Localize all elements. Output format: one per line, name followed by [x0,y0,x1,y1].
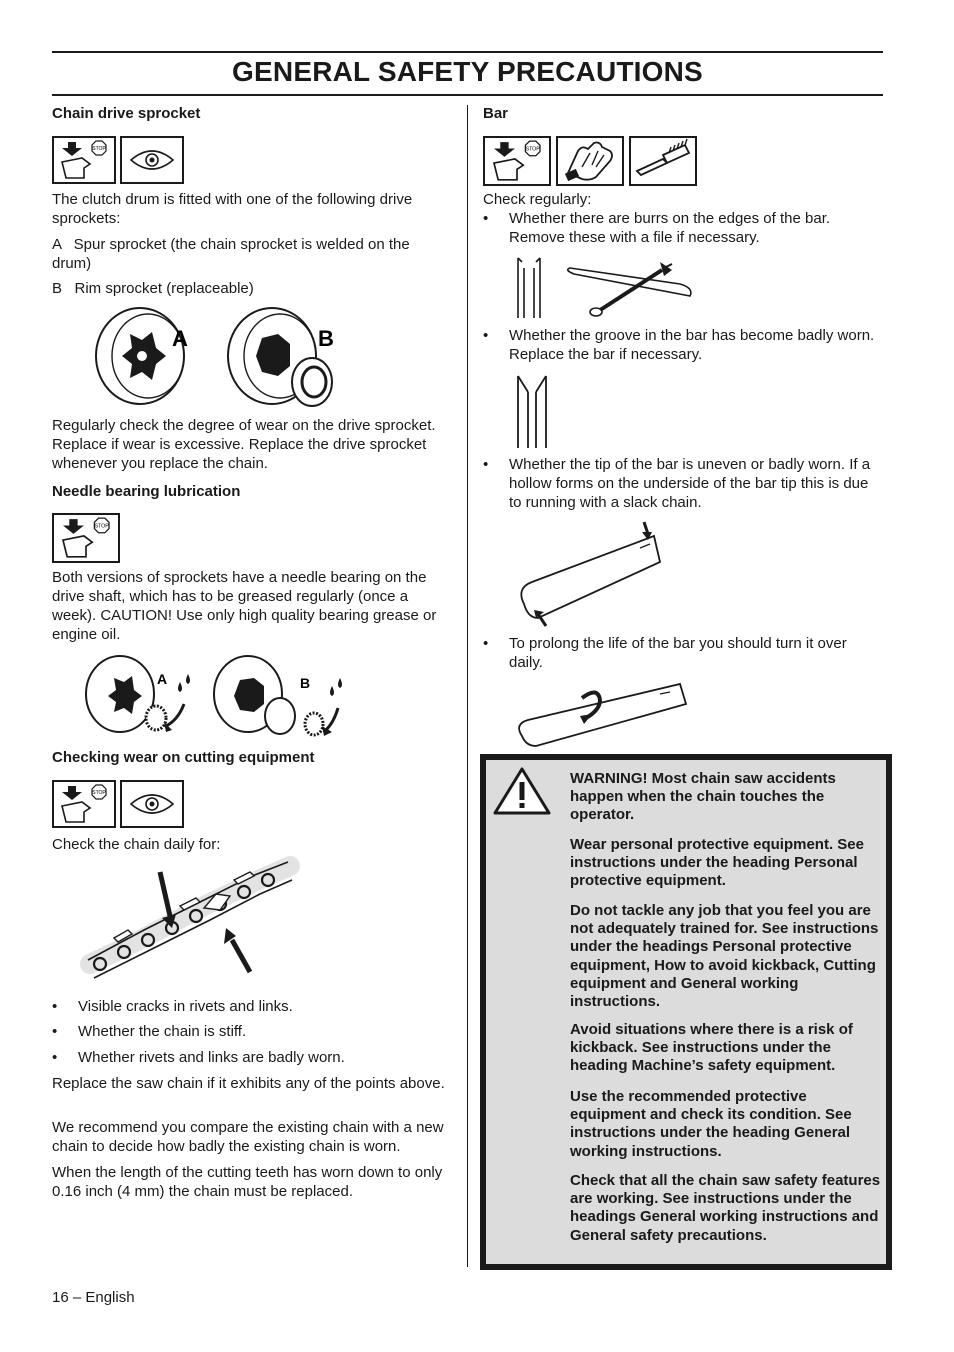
wear-bullet: Visible cracks in rivets and links. [78,998,293,1015]
compare-text: We recommend you compare the existing chain with a new chain to decide how badly the existing chain is worn. [52,1119,444,1155]
needle-sprocket-a-drawing [86,656,166,732]
title-rule-bottom [52,94,883,96]
wear-heading: Checking wear on cutting equipment [52,749,315,766]
sprocket-a-text: A Spur sprocket (the chain sprocket is welded on the drum) [52,236,414,272]
bar-bullet: Whether the tip of the bar is uneven or badly worn. If a hollow forms on the underside of the bar tip this is due to running with a slack chain. [509,456,871,511]
bar-heading: Bar [483,105,509,122]
eye-inspect-symbol [120,136,184,184]
bar-tip-illustration [514,518,674,628]
sprocket-illustration [82,304,382,408]
bar-bullet-mark: • [483,456,489,473]
spur-sprocket-drawing [96,308,184,404]
warning-paragraph: Do not tackle any job that you feel you are not adequately trained for. See instructions under the headings Personal protective equipment, How to avoid kickback, Cutting equipment and General working instructions. [570,902,879,1011]
warning-paragraph: Use the recommended protective equipment and check its condition. See instructions under the heading General working instructions. [570,1088,852,1160]
wear-symbols [52,780,184,828]
wear-bullet: Whether the chain is stiff. [78,1023,247,1040]
bar-groove-illustration [514,372,554,452]
bar-burrs-illustration [514,254,704,320]
saw-chain-illustration [84,860,304,990]
sprocket-heading: Chain drive sprocket [52,105,201,122]
bar-bullet-mark: • [483,327,489,344]
bar-bullet: Whether the groove in the bar has become badly worn. Replace the bar if necessary. [509,327,875,363]
page-footer: 16 – English [52,1289,135,1306]
sprocket-check-text: Regularly check the degree of wear on the drive sprocket. Replace if wear is excessive. Replace the drive sprocket whenever you replace the chain. [52,417,436,472]
wear-intro: Check the chain daily for: [52,836,221,853]
bar-turn-illustration [514,680,694,750]
bar-bullet-mark: • [483,210,489,227]
needle-label-a: A [157,671,168,687]
stop-sign-text: STOP [92,790,106,796]
sprocket-label-a: A [172,326,188,351]
rim-sprocket-drawing [228,308,332,406]
stop-sign-text: STOP [525,146,540,153]
warning-paragraph: Check that all the chain saw safety features are working. See instructions under the headings General working instructions and General safety precautions. [570,1172,881,1244]
title-rule-top [52,51,883,53]
stop-sign-text: STOP [94,523,109,530]
wear-bullet-mark: • [52,1049,58,1066]
replace-text: Replace the saw chain if it exhibits any of the points above. [52,1075,445,1092]
warning-paragraph: Avoid situations where there is a risk of kickback. See instructions under the heading Machine’s safety equipment. [570,1021,853,1075]
stop-engine-symbol [52,513,120,563]
bar-bullet-mark: • [483,635,489,652]
warning-paragraph: Wear personal protective equipment. See instructions under the heading Personal protective equipment. [570,836,864,890]
stop-engine-symbol [52,780,116,828]
needle-symbols [52,513,120,563]
wear-bullet-mark: • [52,998,58,1015]
stop-engine-symbol [483,136,551,186]
needle-label-b: B [300,675,311,691]
column-divider [467,105,468,1267]
bar-symbols [483,136,697,186]
grease-drops-b-icon [322,678,342,736]
sprocket-symbols [52,136,184,184]
stop-sign-text: STOP [92,146,106,152]
warning-triangle-icon [492,766,552,816]
wear-bullet: Whether rivets and links are badly worn. [78,1049,345,1066]
stop-engine-symbol [52,136,116,184]
needle-heading: Needle bearing lubrication [52,483,241,500]
sprocket-b-text: B Rim sprocket (replaceable) [52,280,254,297]
needle-text: Both versions of sprockets have a needle bearing on the drive shaft, which has to be greased regularly (once a week). CAUTION! Use only high quality bearing grease or engine oil. [52,569,437,643]
wear-bullet-mark: • [52,1023,58,1040]
sprocket-intro: The clutch drum is fitted with one of the following drive sprockets: [52,191,413,227]
needle-bearing-illustration [84,652,374,738]
bar-bullet: Whether there are burrs on the edges of the bar. Remove these with a file if necessary. [509,210,831,246]
bar-bullet: To prolong the life of the bar you should turn it over daily. [509,635,847,671]
cleaning-brush-symbol [629,136,697,186]
length-text: When the length of the cutting teeth has worn down to only 0.16 inch (4 mm) the chain must be replaced. [52,1164,443,1200]
warning-paragraph: WARNING! Most chain saw accidents happen when the chain touches the operator. [570,770,836,824]
eye-inspect-symbol [120,780,184,828]
grease-drops-a-icon [164,674,190,732]
sprocket-label-b: B [318,326,334,351]
protective-glove-symbol [556,136,624,186]
warning-box [480,754,892,1270]
check-regularly: Check regularly: [483,191,592,208]
page-title: GENERAL SAFETY PRECAUTIONS [232,56,703,87]
needle-sprocket-b-drawing [214,656,323,735]
